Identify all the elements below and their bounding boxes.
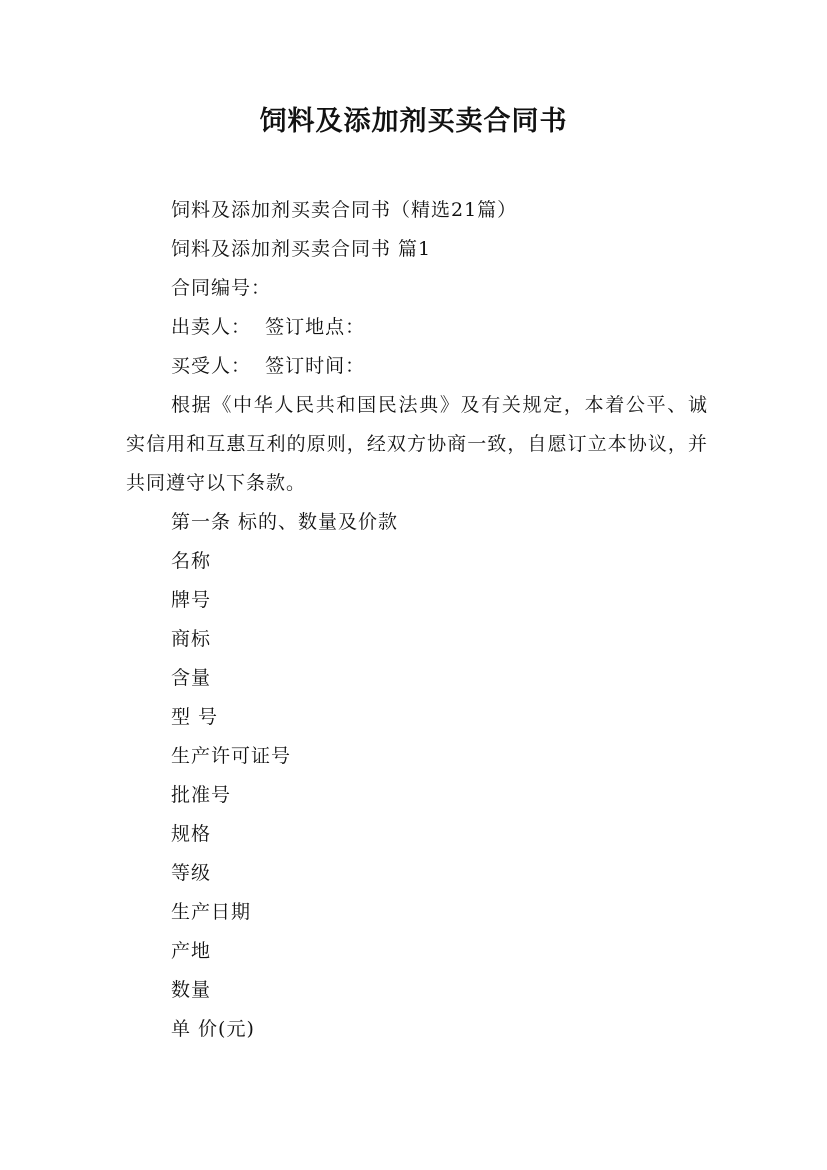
field-trademark: 商标	[171, 628, 212, 650]
field-specification: 规格	[171, 823, 212, 845]
field-production-license: 生产许可证号	[171, 745, 292, 767]
buyer-line: 买受人： 签订时间：	[171, 355, 366, 377]
contract-number-line: 合同编号：	[171, 277, 272, 299]
document-body	[126, 191, 708, 1049]
field-origin: 产地	[171, 940, 212, 962]
preamble-paragraph: 根据《中华人民共和国民法典》及有关规定，本着公平、诚实信用和互惠互利的原则，经双方协商一致，自愿订立本协议，并共同遵守以下条款。	[126, 394, 708, 494]
field-name: 名称	[171, 550, 212, 572]
section-heading: 饲料及添加剂买卖合同书 篇1	[171, 238, 432, 260]
field-quantity: 数量	[171, 979, 212, 1001]
article-one-heading: 第一条 标的、数量及价款	[171, 511, 399, 533]
field-approval-number: 批准号	[171, 784, 232, 806]
seller-line: 出卖人： 签订地点：	[171, 316, 366, 338]
field-grade: 等级	[171, 862, 212, 884]
field-unit-price: 单 价(元)	[171, 1018, 255, 1040]
field-model: 型 号	[171, 706, 219, 728]
field-brand-number: 牌号	[171, 589, 212, 611]
subtitle-paragraph: 饲料及添加剂买卖合同书（精选21篇）	[171, 199, 518, 221]
document-title: 饲料及添加剂买卖合同书	[259, 106, 568, 137]
field-production-date: 生产日期	[171, 901, 252, 923]
field-content: 含量	[171, 667, 212, 689]
